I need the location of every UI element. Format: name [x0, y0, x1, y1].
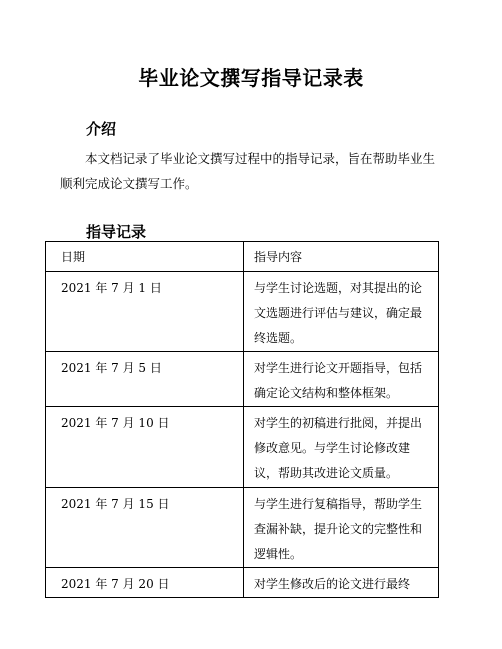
intro-heading: 介绍 — [86, 120, 117, 138]
row-content: 与学生讨论选题，对其提出的论文选题进行评估与建议，确定最终选题。 — [244, 272, 439, 352]
row-content: 与学生进行复稿指导，帮助学生查漏补缺，提升论文的完整性和逻辑性。 — [244, 488, 439, 568]
table-row — [46, 272, 439, 352]
row-date: 2021 年 7 月 5 日 — [46, 352, 244, 407]
page-title: 毕业论文撰写指导记录表 — [138, 66, 364, 90]
table-row — [46, 488, 439, 568]
row-date: 2021 年 7 月 1 日 — [46, 272, 244, 352]
row-date: 2021 年 7 月 15 日 — [46, 488, 244, 568]
table-row — [46, 568, 439, 598]
row-content: 对学生进行论文开题指导，包括确定论文结构和整体框架。 — [244, 352, 439, 407]
row-content: 对学生的初稿进行批阅，并提出修改意见。与学生讨论修改建议，帮助其改进论文质量。 — [244, 407, 439, 488]
table-header-row — [46, 242, 439, 272]
row-content: 对学生修改后的论文进行最终 — [244, 568, 439, 598]
row-date: 2021 年 7 月 20 日 — [46, 568, 244, 598]
header-date: 日期 — [46, 242, 244, 272]
records-heading: 指导记录 — [86, 223, 147, 241]
intro-paragraph: 本文档记录了毕业论文撰写过程中的指导记录，旨在帮助毕业生顺利完成论文撰写工作。 — [60, 151, 436, 191]
table-row — [46, 352, 439, 407]
table-row — [46, 407, 439, 488]
header-content: 指导内容 — [244, 242, 439, 272]
guidance-records-table — [45, 241, 439, 598]
row-date: 2021 年 7 月 10 日 — [46, 407, 244, 488]
